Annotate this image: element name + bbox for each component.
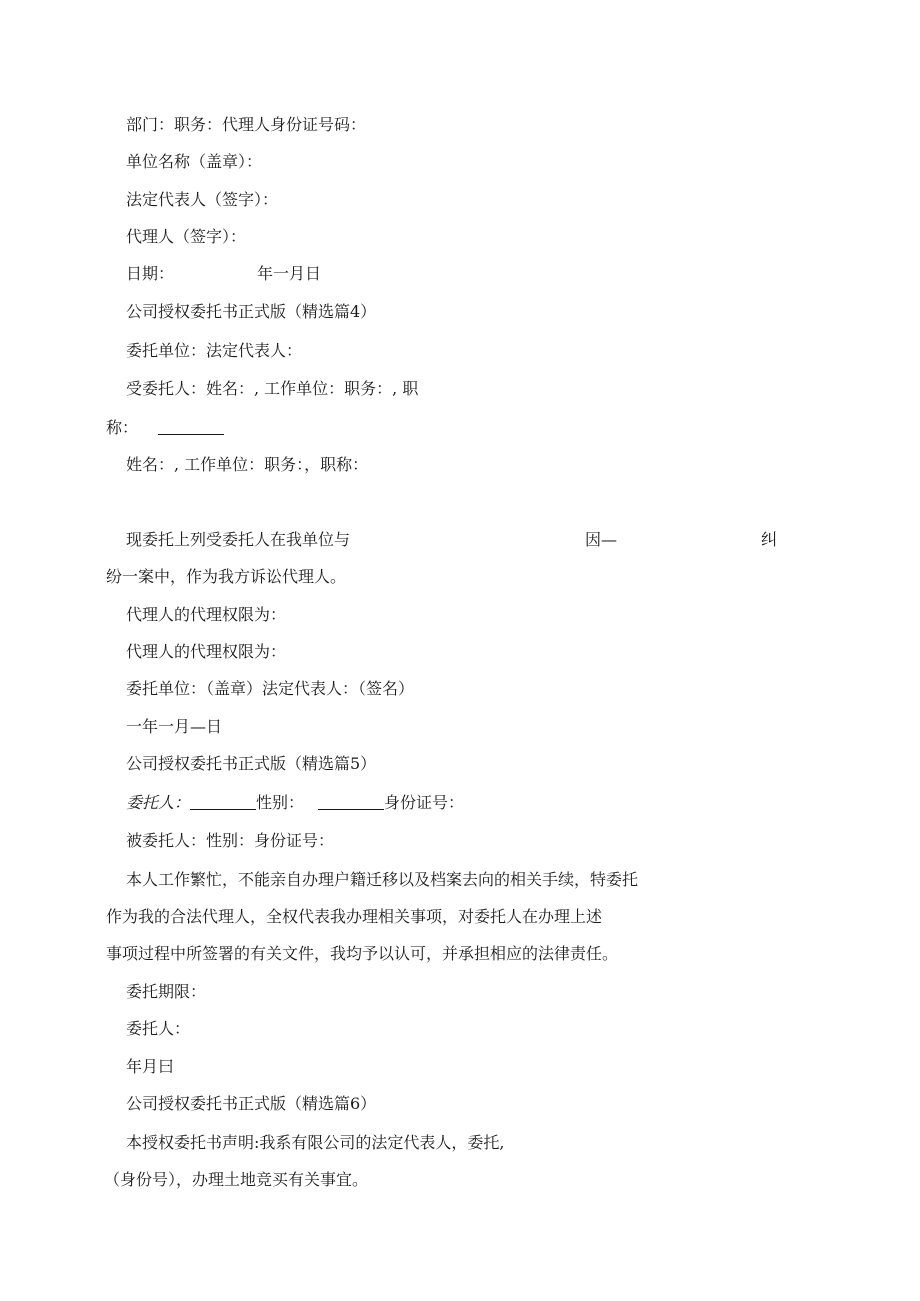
text-line [106, 417, 224, 439]
text-line: 被委托人：性别：身份证号： [126, 831, 335, 850]
text-line: 年一月日 [257, 264, 322, 283]
text-segment: 身份证号： [384, 793, 465, 812]
section-heading: 公司授权委托书正式版（精选篇5） [126, 754, 377, 773]
section-heading: 公司授权委托书正式版（精选篇4） [126, 302, 377, 321]
text-line: 法定代表人（签字）： [126, 190, 279, 209]
text-line: 委托人： [126, 1019, 191, 1038]
text-line: 年月曰 [126, 1057, 175, 1076]
text-line: 受委托人：姓名：, 工作单位：职务：, 职 [126, 379, 419, 398]
text-line: 代理人的代理权限为： [126, 605, 287, 624]
text-line: 委托期限： [126, 982, 207, 1001]
text-segment: 委托人： [126, 793, 191, 812]
text-line: 纷一案中，作为我方诉讼代理人。 [106, 567, 347, 586]
text-line: 因— [585, 530, 618, 549]
blank-underline [158, 418, 224, 435]
text-line: 日期： [126, 264, 175, 283]
text-line: 事项过程中所签署的有关文件，我均予以认可，并承担相应的法律责任。 [106, 944, 619, 963]
text-line: 本授权委托书声明:我系有限公司的法定代表人，委托, [126, 1133, 505, 1152]
text-line: 现委托上列受委托人在我单位与 [126, 530, 351, 549]
blank-underline [190, 793, 256, 810]
text-line: 纠 [761, 530, 778, 549]
text-line [126, 792, 464, 814]
text-line: 作为我的合法代理人，全权代表我办理相关事项，对委托人在办理上述 [106, 907, 603, 926]
text-line: 本人工作繁忙，不能亲自办理户籍迁移以及档案去向的相关手续，特委托 [126, 870, 639, 889]
text-line: （身份号），办理土地竞买有关事宜。 [104, 1170, 369, 1189]
text-line: 委托单位：法定代表人： [126, 341, 303, 360]
blank-underline [318, 793, 384, 810]
text-line: 代理人（签字）： [126, 227, 247, 246]
text-line: 一年一月—日 [126, 717, 223, 736]
text-segment: 性别： [256, 793, 305, 812]
text-line: 代理人的代理权限为： [126, 642, 287, 661]
section-heading: 公司授权委托书正式版（精选篇6） [126, 1094, 377, 1113]
text-line: 委托单位：（盖章）法定代表人：（签名） [126, 679, 415, 698]
text-line: 部门：职务：代理人身份证号码： [126, 115, 367, 134]
text-segment: 称： [106, 418, 139, 437]
text-line: 姓名：, 工作单位：职务：，职称： [126, 455, 369, 474]
text-line: 单位名称（盖章）： [126, 152, 263, 171]
